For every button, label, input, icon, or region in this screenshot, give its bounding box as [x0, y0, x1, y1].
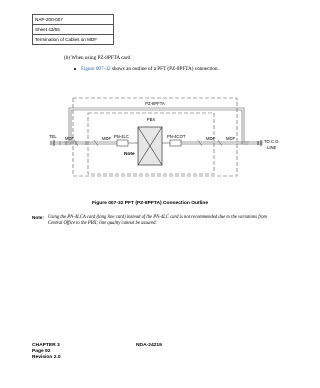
page-number: Page 92	[32, 349, 51, 355]
mdf-label-3: MDF	[206, 136, 216, 141]
mdf-label-4: MDF	[226, 136, 236, 141]
cot-label: PN-4COT	[167, 134, 186, 139]
tel-icon	[51, 140, 54, 146]
section-title: Termination of Cables on MDF	[33, 35, 114, 45]
revision-label: Revision 2.0	[32, 355, 61, 361]
figure-link[interactable]: Figure 007-32	[81, 66, 111, 72]
chapter-label: CHAPTER 3	[32, 343, 60, 348]
footer-left	[32, 343, 61, 362]
figure-caption: Figure 007-32 PFT (PZ-8PFTA) Connection Outline	[91, 201, 209, 206]
mdf-label-1: MDF	[65, 136, 75, 141]
tel-label: TEL	[49, 134, 57, 139]
mdf-label-2: MDF	[102, 136, 112, 141]
doc-number: NAP-200-007	[33, 15, 114, 25]
line-label: LINE	[267, 145, 277, 150]
sheet-number: Sheet 43/55	[33, 25, 114, 35]
co-line-icon	[258, 140, 261, 146]
step-b-text: (b) When using PZ-8PFTA card	[64, 55, 131, 61]
cot-card	[170, 140, 181, 146]
note-line-1: Using the PN-4LCA card (long line card) instead of the PN-4LC card is not recommended due to the variations from	[48, 215, 267, 220]
switch-box	[138, 127, 162, 165]
pbx-label: PBX	[146, 117, 156, 122]
connection-diagram	[48, 85, 280, 195]
lc-label: PN-4LC	[114, 134, 129, 139]
card-label: PZ-8PFTA	[145, 101, 165, 106]
bullet-text: shows an outline of a PFT (PZ-8PFTA) connection.	[110, 66, 219, 72]
note-text	[48, 215, 280, 227]
footer-doc-id: NDA-24219	[136, 343, 162, 348]
note-label: Note:	[32, 215, 44, 220]
co-label: TO C.O.	[264, 139, 280, 144]
note-line-2: Central Office to the PBX; line quality cannot be assured.	[48, 221, 157, 227]
bullet-item	[74, 66, 219, 72]
lc-card	[117, 140, 128, 146]
document-header-box	[32, 14, 114, 45]
diagram-note-label: Note	[124, 152, 135, 157]
bullet-icon	[74, 68, 76, 70]
